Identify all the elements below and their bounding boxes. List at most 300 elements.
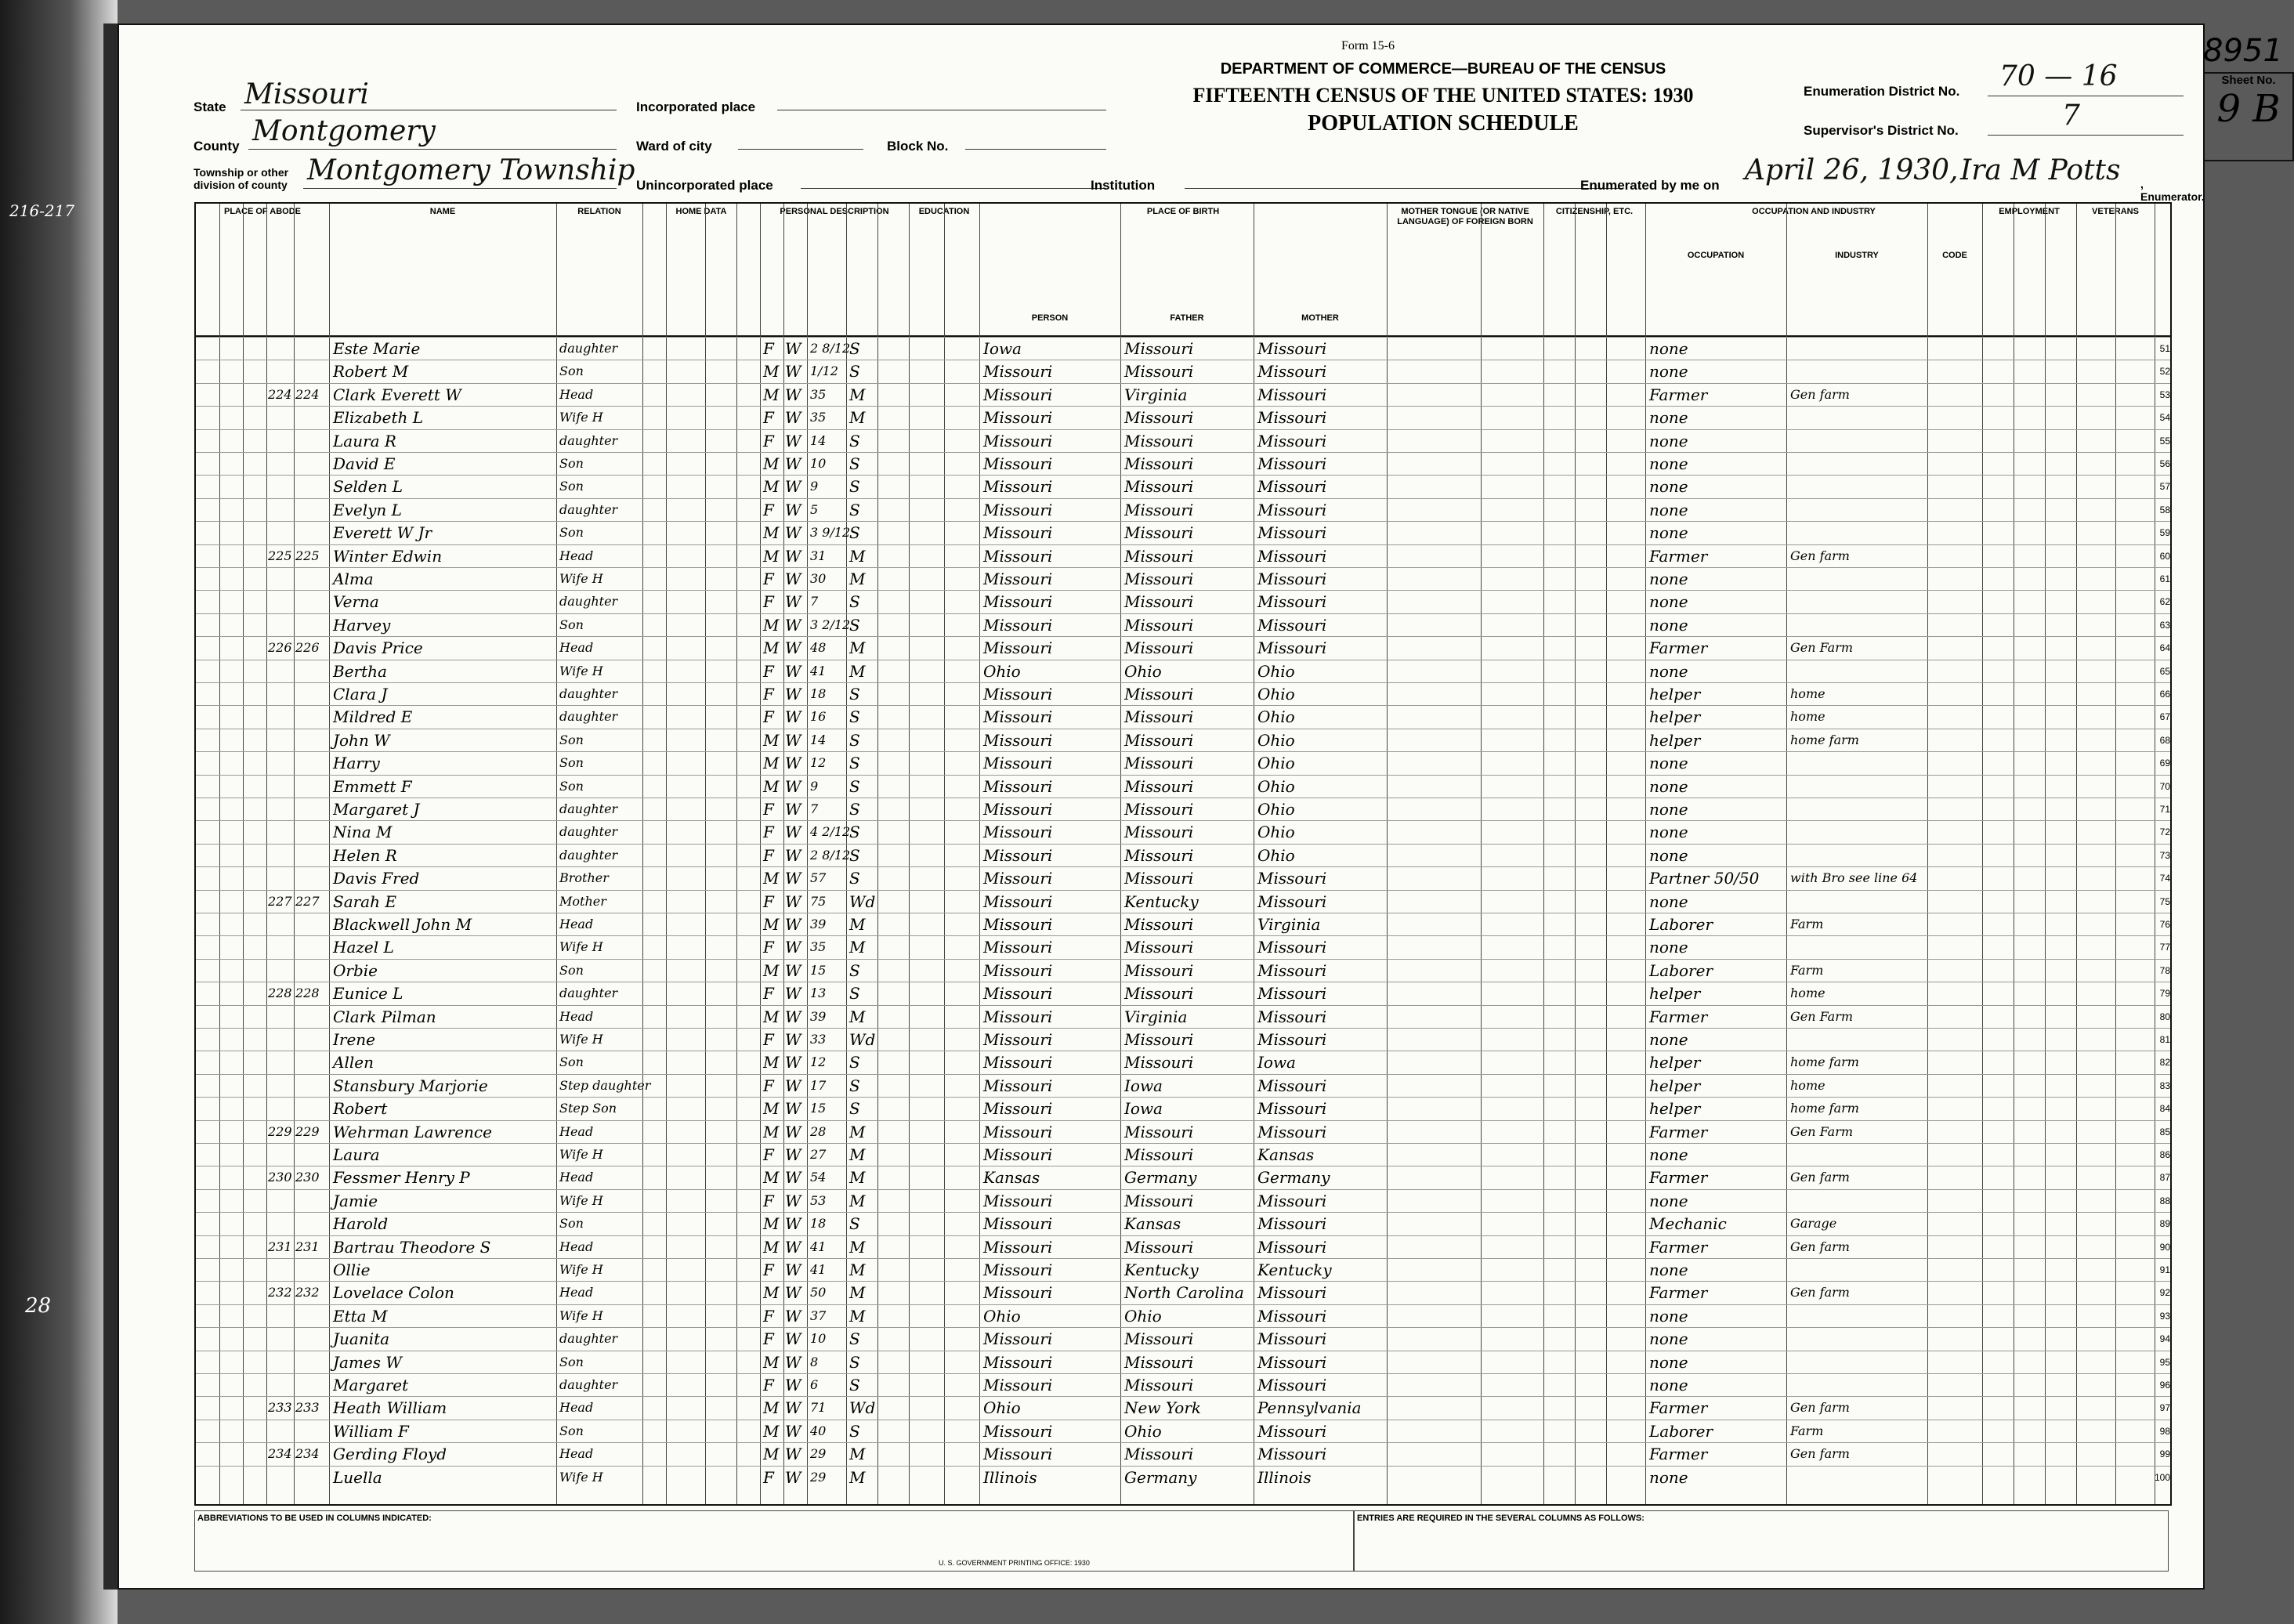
occupation: none	[1649, 615, 1688, 635]
margin-note-left: 216-217	[9, 201, 75, 220]
person-name: Lovelace Colon	[333, 1283, 454, 1303]
age: 53	[810, 1192, 827, 1208]
marital-status: S	[849, 431, 860, 450]
birthplace-mother: Missouri	[1257, 1007, 1327, 1026]
marital-status: M	[849, 661, 866, 681]
line-number: 80	[2159, 1011, 2170, 1022]
sex: M	[763, 385, 780, 404]
person-name: Emmett F	[333, 776, 412, 796]
entries-required-box	[1354, 1510, 2169, 1572]
age: 7	[810, 801, 819, 816]
age: 35	[810, 386, 827, 402]
industry: home farm	[1790, 1101, 1859, 1116]
race: W	[785, 960, 801, 980]
birthplace-father: Kentucky	[1124, 892, 1199, 911]
age: 33	[810, 1032, 827, 1047]
marital-status: M	[849, 1467, 866, 1487]
relation: Son	[559, 525, 584, 541]
line-number: 69	[2159, 758, 2170, 769]
line-number: 61	[2159, 573, 2170, 584]
birthplace-mother: Missouri	[1257, 1376, 1327, 1394]
person-name: Robert M	[333, 362, 409, 382]
department-title: DEPARTMENT OF COMMERCE—BUREAU OF THE CENSUS	[1220, 60, 1666, 78]
dwelling-number: 232	[268, 1285, 292, 1300]
occupation: none	[1649, 754, 1688, 773]
line-number: 63	[2159, 619, 2170, 631]
marital-status: S	[849, 845, 860, 865]
birthplace-mother: Missouri	[1257, 1191, 1327, 1210]
person-name: John W	[333, 730, 390, 750]
family-number: 234	[295, 1446, 320, 1462]
sex: M	[763, 915, 780, 934]
marital-status: M	[849, 570, 866, 588]
line-number: 87	[2159, 1172, 2170, 1184]
occupation: Laborer	[1649, 915, 1713, 934]
occupation: Farmer	[1649, 1007, 1708, 1026]
marital-status: S	[849, 1076, 860, 1095]
person-name: Winter Edwin	[333, 546, 443, 566]
line-number: 99	[2159, 1449, 2170, 1460]
table-row	[196, 660, 2170, 682]
relation: Wife H	[559, 571, 603, 586]
sheet-number-box	[2203, 72, 2294, 161]
occupation: none	[1649, 661, 1688, 681]
sex: M	[763, 1283, 780, 1303]
table-row	[196, 913, 2170, 935]
line-number: 72	[2159, 826, 2170, 838]
occupation: none	[1649, 339, 1688, 358]
marital-status: M	[849, 1260, 866, 1279]
person-name: Harold	[333, 1214, 389, 1234]
table-row	[196, 1327, 2170, 1350]
line-number: 88	[2159, 1195, 2170, 1206]
birthplace-father: Missouri	[1124, 477, 1194, 497]
industry: Gen farm	[1790, 1239, 1850, 1254]
person-name: Margaret	[333, 1376, 409, 1394]
age: 31	[810, 548, 827, 563]
marital-status: S	[849, 362, 860, 382]
marital-status: M	[849, 1237, 866, 1257]
birthplace-mother: Missouri	[1257, 938, 1327, 957]
line-number: 60	[2159, 550, 2170, 562]
age: 5	[810, 501, 819, 517]
race: W	[785, 1007, 801, 1026]
occupation: Laborer	[1649, 960, 1713, 980]
race: W	[785, 754, 801, 773]
birthplace-person: Missouri	[983, 915, 1053, 934]
person-name: Margaret J	[333, 800, 420, 819]
table-row	[196, 613, 2170, 636]
relation: Mother	[559, 893, 606, 909]
birthplace-father: Virginia	[1124, 385, 1188, 404]
marital-status: S	[849, 869, 860, 888]
table-row	[196, 1466, 2170, 1488]
schedule-title: POPULATION SCHEDULE	[1308, 111, 1579, 136]
table-row	[196, 1143, 2170, 1166]
group-education: EDUCATION	[918, 207, 970, 216]
enum-district-value: 70 — 16	[1999, 60, 2118, 92]
birthplace-mother: Kansas	[1257, 1145, 1315, 1164]
birthplace-person: Missouri	[983, 1445, 1053, 1464]
relation: Son	[559, 364, 584, 379]
table-row	[196, 1396, 2170, 1419]
industry: Farm	[1790, 1423, 1824, 1438]
sex: M	[763, 1122, 780, 1141]
age: 35	[810, 410, 827, 425]
table-row	[196, 360, 2170, 382]
table-row	[196, 1304, 2170, 1327]
birthplace-father: Missouri	[1124, 1122, 1194, 1141]
birthplace-mother: Ohio	[1257, 661, 1295, 681]
marital-status: S	[849, 800, 860, 819]
dwelling-number: 228	[268, 986, 292, 1001]
occupation: none	[1649, 1306, 1688, 1326]
birthplace-father: Germany	[1124, 1467, 1197, 1487]
form-number: Form 15-6	[1341, 39, 1395, 52]
person-name: Everett W Jr	[333, 523, 432, 543]
occupation: none	[1649, 1352, 1688, 1372]
age: 14	[810, 432, 827, 448]
relation: daughter	[559, 686, 618, 701]
birthplace-mother: Missouri	[1257, 339, 1327, 358]
line-number: 98	[2159, 1425, 2170, 1437]
line-number: 54	[2159, 412, 2170, 424]
line-number: 97	[2159, 1402, 2170, 1414]
county-label: County	[194, 139, 240, 154]
birthplace-mother: Missouri	[1257, 1445, 1327, 1464]
relation: Son	[559, 456, 584, 471]
line-number: 79	[2159, 988, 2170, 1000]
birthplace-mother: Missouri	[1257, 1329, 1327, 1349]
table-row	[196, 866, 2170, 889]
sex: F	[763, 823, 774, 842]
birthplace-father: Missouri	[1124, 938, 1194, 957]
marital-status: M	[849, 1007, 866, 1026]
person-name: Bartrau Theodore S	[333, 1237, 491, 1257]
birthplace-father: Missouri	[1124, 570, 1194, 588]
birthplace-mother: Ohio	[1257, 845, 1295, 865]
marital-status: S	[849, 984, 860, 1004]
sex: M	[763, 1168, 780, 1188]
birthplace-mother: Ohio	[1257, 823, 1295, 842]
birthplace-mother: Missouri	[1257, 477, 1327, 497]
birthplace-father: North Carolina	[1124, 1283, 1244, 1303]
birthplace-person: Illinois	[983, 1467, 1037, 1487]
sex: F	[763, 500, 774, 519]
age: 12	[810, 1054, 827, 1070]
birthplace-mother: Missouri	[1257, 1421, 1327, 1441]
age: 30	[810, 571, 827, 586]
person-name: Jamie	[333, 1191, 378, 1210]
age: 9	[810, 778, 819, 794]
table-row	[196, 452, 2170, 475]
marital-status: S	[849, 823, 860, 842]
race: W	[785, 638, 801, 658]
table-row	[196, 1028, 2170, 1051]
occupation: Laborer	[1649, 1421, 1713, 1441]
relation: Head	[559, 917, 594, 931]
relation: Son	[559, 778, 584, 794]
race: W	[785, 1076, 801, 1095]
birthplace-person: Missouri	[983, 1237, 1053, 1257]
marital-status: M	[849, 1168, 866, 1188]
birthplace-father: Missouri	[1124, 1329, 1194, 1349]
birthplace-person: Missouri	[983, 638, 1053, 658]
table-row	[196, 406, 2170, 429]
person-name: Evelyn L	[333, 500, 402, 519]
race: W	[785, 523, 801, 543]
occupation: none	[1649, 823, 1688, 842]
occupation: none	[1649, 1376, 1688, 1394]
occupation: Farmer	[1649, 385, 1708, 404]
person-name: Verna	[333, 592, 379, 612]
age: 7	[810, 594, 819, 609]
dwelling-number: 225	[268, 548, 292, 563]
person-name: Harvey	[333, 615, 391, 635]
table-row	[196, 751, 2170, 774]
table-row	[196, 1442, 2170, 1465]
birthplace-person: Missouri	[983, 1260, 1053, 1279]
group-veterans: VETERANS	[2092, 207, 2139, 216]
enumerated-label: Enumerated by me on	[1580, 178, 1720, 193]
marital-status: S	[849, 754, 860, 773]
line-number: 82	[2159, 1057, 2170, 1069]
sex: M	[763, 477, 780, 497]
relation: Son	[559, 755, 584, 771]
birthplace-mother: Missouri	[1257, 1237, 1327, 1257]
marital-status: S	[849, 1053, 860, 1072]
race: W	[785, 431, 801, 450]
marital-status: Wd	[849, 892, 876, 911]
census-title: FIFTEENTH CENSUS OF THE UNITED STATES: 1930	[1192, 84, 1694, 107]
occupation: none	[1649, 892, 1688, 911]
birthplace-father: Missouri	[1124, 500, 1194, 519]
sex: M	[763, 1445, 780, 1464]
race: W	[785, 408, 801, 428]
person-name: Este Marie	[333, 339, 421, 358]
sheet-value: 9 B	[2216, 87, 2281, 131]
birthplace-person: Missouri	[983, 1283, 1053, 1303]
occupation: Farmer	[1649, 1398, 1708, 1418]
race: W	[785, 1445, 801, 1464]
birthplace-mother: Missouri	[1257, 1030, 1327, 1049]
sex: M	[763, 546, 780, 566]
age: 48	[810, 640, 827, 656]
sex: F	[763, 1191, 774, 1210]
relation: daughter	[559, 1377, 618, 1392]
age: 29	[810, 1446, 827, 1462]
age: 39	[810, 1008, 827, 1024]
table-row	[196, 1281, 2170, 1304]
occupation: helper	[1649, 984, 1701, 1004]
birthplace-father: Missouri	[1124, 960, 1194, 980]
birthplace-mother: Missouri	[1257, 1214, 1327, 1234]
group-personal-description: PERSONAL DESCRIPTION	[780, 207, 889, 216]
marital-status: S	[849, 339, 860, 358]
race: W	[785, 800, 801, 819]
person-name: Allen	[333, 1053, 374, 1072]
industry: Gen farm	[1790, 1446, 1850, 1462]
birthplace-father: Virginia	[1124, 1007, 1188, 1026]
enum-district-label: Enumeration District No.	[1804, 84, 1960, 99]
birthplace-father: Missouri	[1124, 1352, 1194, 1372]
sex: M	[763, 960, 780, 980]
table-row	[196, 775, 2170, 798]
race: W	[785, 685, 801, 703]
sex: F	[763, 1306, 774, 1326]
marital-status: S	[849, 1376, 860, 1394]
relation: Head	[559, 640, 594, 656]
person-name: Davis Price	[333, 638, 423, 658]
person-name: Laura R	[333, 431, 396, 450]
birthplace-father: Missouri	[1124, 1445, 1194, 1464]
birthplace-father: Missouri	[1124, 546, 1194, 566]
race: W	[785, 1260, 801, 1279]
birthplace-person: Iowa	[983, 339, 1022, 358]
occupation: none	[1649, 1329, 1688, 1349]
birthplace-mother: Virginia	[1257, 915, 1321, 934]
marital-status: S	[849, 454, 860, 473]
occupation: helper	[1649, 707, 1701, 727]
age: 39	[810, 917, 827, 931]
person-name: Fessmer Henry P	[333, 1168, 470, 1188]
table-row	[196, 636, 2170, 659]
relation: Wife H	[559, 410, 603, 425]
birthplace-person: Missouri	[983, 1421, 1053, 1441]
sex: F	[763, 938, 774, 957]
birthplace-person: Missouri	[983, 707, 1053, 727]
marital-status: S	[849, 685, 860, 703]
birthplace-father: Missouri	[1124, 984, 1194, 1004]
birthplace-mother: Iowa	[1257, 1053, 1296, 1072]
sex: F	[763, 707, 774, 727]
sex: F	[763, 892, 774, 911]
relation: Son	[559, 479, 584, 494]
relation: daughter	[559, 801, 618, 816]
birthplace-mother: Missouri	[1257, 570, 1327, 588]
industry: with Bro see line 64	[1790, 870, 1918, 886]
age: 13	[810, 986, 827, 1001]
sex: M	[763, 523, 780, 543]
group-occupation-industry: OCCUPATION AND INDUSTRY	[1752, 207, 1876, 216]
relation: daughter	[559, 341, 618, 356]
relation: daughter	[559, 1331, 618, 1347]
line-number: 75	[2159, 895, 2170, 907]
line-number: 74	[2159, 873, 2170, 884]
marital-status: M	[849, 385, 866, 404]
race: W	[785, 1168, 801, 1188]
table-row	[196, 729, 2170, 751]
birthplace-person: Missouri	[983, 1007, 1053, 1026]
marital-status: S	[849, 707, 860, 727]
industry: Gen farm	[1790, 1285, 1850, 1300]
occupation: Farmer	[1649, 1122, 1708, 1141]
race: W	[785, 362, 801, 382]
line-number: 93	[2159, 1310, 2170, 1322]
township-value: Montgomery Township	[307, 154, 635, 186]
sex: F	[763, 845, 774, 865]
birthplace-mother: Illinois	[1257, 1467, 1312, 1487]
age: 1/12	[810, 364, 838, 379]
abbreviations-title: ABBREVIATIONS TO BE USED IN COLUMNS INDICATED:	[197, 1514, 432, 1523]
relation: Wife H	[559, 1262, 603, 1277]
birthplace-person: Missouri	[983, 1191, 1053, 1210]
dwelling-number: 231	[268, 1239, 292, 1254]
relation: daughter	[559, 986, 618, 1001]
line-number: 56	[2159, 458, 2170, 469]
age: 50	[810, 1285, 827, 1300]
line-number: 71	[2159, 804, 2170, 815]
birthplace-person: Missouri	[983, 523, 1053, 543]
line-number: 53	[2159, 389, 2170, 400]
marital-status: S	[849, 1421, 860, 1441]
sex: F	[763, 592, 774, 612]
relation: Brother	[559, 870, 609, 886]
birthplace-person: Missouri	[983, 1329, 1053, 1349]
race: W	[785, 892, 801, 911]
table-row	[196, 1005, 2170, 1028]
occupation: none	[1649, 454, 1688, 473]
supervisor-label: Supervisor's District No.	[1804, 123, 1959, 138]
person-name: Harry	[333, 754, 380, 773]
birthplace-person: Missouri	[983, 754, 1053, 773]
subhead-mother: MOTHER	[1301, 313, 1339, 323]
birthplace-person: Missouri	[983, 845, 1053, 865]
subhead-code: CODE	[1942, 251, 1967, 260]
family-number: 227	[295, 893, 320, 909]
birthplace-father: Germany	[1124, 1168, 1197, 1188]
birthplace-father: Missouri	[1124, 638, 1194, 658]
person-name: Wehrman Lawrence	[333, 1122, 492, 1141]
marital-status: M	[849, 1122, 866, 1141]
person-name: Gerding Floyd	[333, 1445, 447, 1464]
occupation: none	[1649, 570, 1688, 588]
line-number: 70	[2159, 780, 2170, 792]
birthplace-person: Missouri	[983, 454, 1053, 473]
line-number: 91	[2159, 1264, 2170, 1275]
race: W	[785, 730, 801, 750]
state-value: Missouri	[244, 78, 369, 110]
state-label: State	[194, 99, 226, 114]
marital-status: M	[849, 915, 866, 934]
race: W	[785, 477, 801, 497]
line-number: 55	[2159, 435, 2170, 447]
marital-status: M	[849, 1145, 866, 1164]
sheet-label: Sheet No.	[2221, 74, 2276, 87]
birthplace-person: Missouri	[983, 730, 1053, 750]
birthplace-person: Ohio	[983, 1398, 1021, 1418]
race: W	[785, 661, 801, 681]
age: 35	[810, 939, 827, 955]
birthplace-father: Iowa	[1124, 1099, 1163, 1119]
table-row	[196, 820, 2170, 843]
age: 14	[810, 732, 827, 747]
industry: Gen Farm	[1790, 1008, 1854, 1024]
birthplace-mother: Ohio	[1257, 754, 1295, 773]
person-name: James W	[333, 1352, 402, 1372]
marital-status: M	[849, 1283, 866, 1303]
sex: M	[763, 1352, 780, 1372]
sex: M	[763, 1053, 780, 1072]
birthplace-mother: Missouri	[1257, 615, 1327, 635]
birthplace-person: Missouri	[983, 1352, 1053, 1372]
race: W	[785, 1122, 801, 1141]
race: W	[785, 1030, 801, 1049]
line-number: 59	[2159, 527, 2170, 539]
table-row	[196, 475, 2170, 497]
industry: Gen farm	[1790, 1170, 1850, 1185]
relation: Head	[559, 1170, 594, 1185]
